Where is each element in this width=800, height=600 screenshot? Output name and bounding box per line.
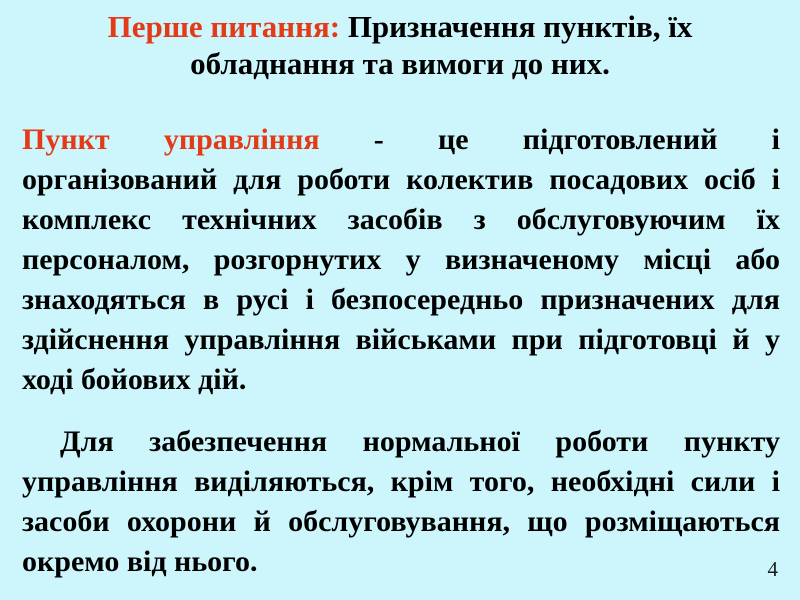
title-highlight: Перше питання: bbox=[107, 9, 341, 44]
text-run: окремо від нього. bbox=[22, 545, 258, 578]
text-line bbox=[22, 422, 780, 462]
slide-title bbox=[0, 0, 800, 82]
text-line bbox=[22, 542, 780, 582]
text-line bbox=[22, 160, 780, 200]
text-run: організований для роботи колектив посадових осіб і bbox=[22, 163, 780, 196]
title-line-1 bbox=[0, 8, 800, 45]
text-run: персоналом, розгорнутих у визначеному місці або bbox=[22, 243, 780, 276]
slide-body bbox=[0, 120, 800, 582]
text-run: здійснення управління військами при підготовці й у bbox=[22, 323, 780, 356]
title-line-2: обладнання та вимоги до них. bbox=[190, 46, 610, 81]
text-run: - це підготовлений і bbox=[319, 123, 780, 156]
text-line bbox=[22, 120, 780, 160]
text-line bbox=[22, 280, 780, 320]
text-line bbox=[22, 200, 780, 240]
text-line bbox=[22, 320, 780, 360]
text-line bbox=[22, 240, 780, 280]
text-line bbox=[22, 502, 780, 542]
text-run: ході бойових дій. bbox=[22, 363, 247, 396]
accent-term: Пункт управління bbox=[22, 123, 320, 156]
text-run: управління виділяються, крім того, необхідні сили і bbox=[22, 465, 780, 498]
page-number: 4 bbox=[767, 557, 778, 581]
paragraph-support bbox=[22, 422, 780, 582]
paragraph-definition bbox=[22, 120, 780, 400]
title-line1-rest: Призначення пунктів, їх bbox=[340, 9, 693, 44]
text-run: знаходяться в русі і безпосередньо призначених для bbox=[22, 283, 780, 316]
text-run: Для забезпечення нормальної роботи пункту bbox=[60, 425, 780, 458]
text-line bbox=[22, 360, 780, 400]
text-run: засоби охорони й обслуговування, що розміщаються bbox=[22, 505, 780, 538]
text-run: комплекс технічних засобів з обслуговуючим їх bbox=[22, 203, 780, 236]
text-line bbox=[22, 462, 780, 502]
